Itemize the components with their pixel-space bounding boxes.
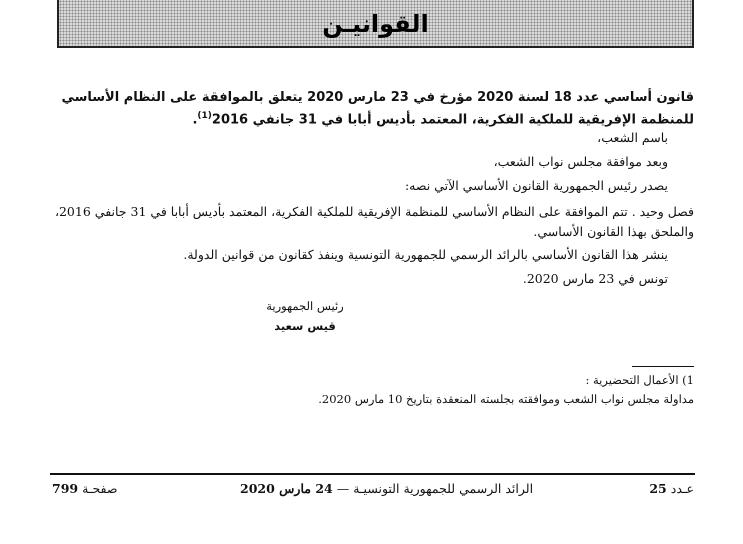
signature-block <box>260 296 350 336</box>
law-title <box>49 88 694 129</box>
footer-issue <box>649 481 694 496</box>
journal-name: الرائد الرسمي للجمهورية التونسيـة <box>353 481 534 496</box>
section-title: القوانيـن <box>322 10 429 38</box>
law-title-end: . <box>192 112 198 128</box>
publication-clause: ينشر هذا القانون الأساسي بالرائد الرسمي للجمهورية التونسية وينفذ كقانون من قوانين الدولة. <box>183 247 668 262</box>
preamble-president: يصدر رئيس الجمهورية القانون الأساسي الآتي نصه: <box>404 178 668 193</box>
preamble-parliament: وبعد موافقة مجلس نواب الشعب، <box>493 154 668 169</box>
article-line-1: فصل وحيد . تتم الموافقة على النظام الأساسي للمنظمة الإفريقية للملكية الفكرية، المعتمد بأديس أبابا في 31 جانفي 2016، <box>54 204 694 219</box>
preamble-people: باسم الشعب، <box>597 130 668 145</box>
page-number: 799 <box>52 481 79 496</box>
footnote-text: مداولة مجلس نواب الشعب وموافقته بجلسته المنعقدة بتاريخ 10 مارس 2020. <box>318 392 694 406</box>
footer-page <box>52 481 117 496</box>
law-title-text: قانون أساسي عدد 18 لسنة 2020 مؤرخ في 23 مارس 2020 يتعلق بالموافقة على النظام الأساسي للمنظمة الإفريقية للملكية الفكرية، المعتمد بأديس أبابا في 31 جانفي 2016 <box>61 90 694 128</box>
footnote-heading: 1) الأعمال التحضيرية : <box>585 373 694 387</box>
footer-journal <box>240 481 533 496</box>
place-date: تونس في 23 مارس 2020. <box>522 271 668 286</box>
signatory-role: رئيس الجمهورية <box>266 299 344 313</box>
footnote-divider <box>632 366 694 367</box>
journal-date: 24 مارس 2020 <box>240 481 333 496</box>
footnote-ref: (1) <box>197 111 212 121</box>
issue-number: 25 <box>649 481 667 496</box>
journal-dash: — <box>336 481 350 496</box>
footer-divider <box>50 473 695 475</box>
page-label: صفحـة <box>82 481 118 496</box>
section-header <box>57 0 694 48</box>
article-line-2: والملحق بهذا القانون الأساسي. <box>533 224 694 239</box>
issue-label: عـدد <box>670 481 694 496</box>
signatory-name: قيس سعيد <box>274 319 336 333</box>
